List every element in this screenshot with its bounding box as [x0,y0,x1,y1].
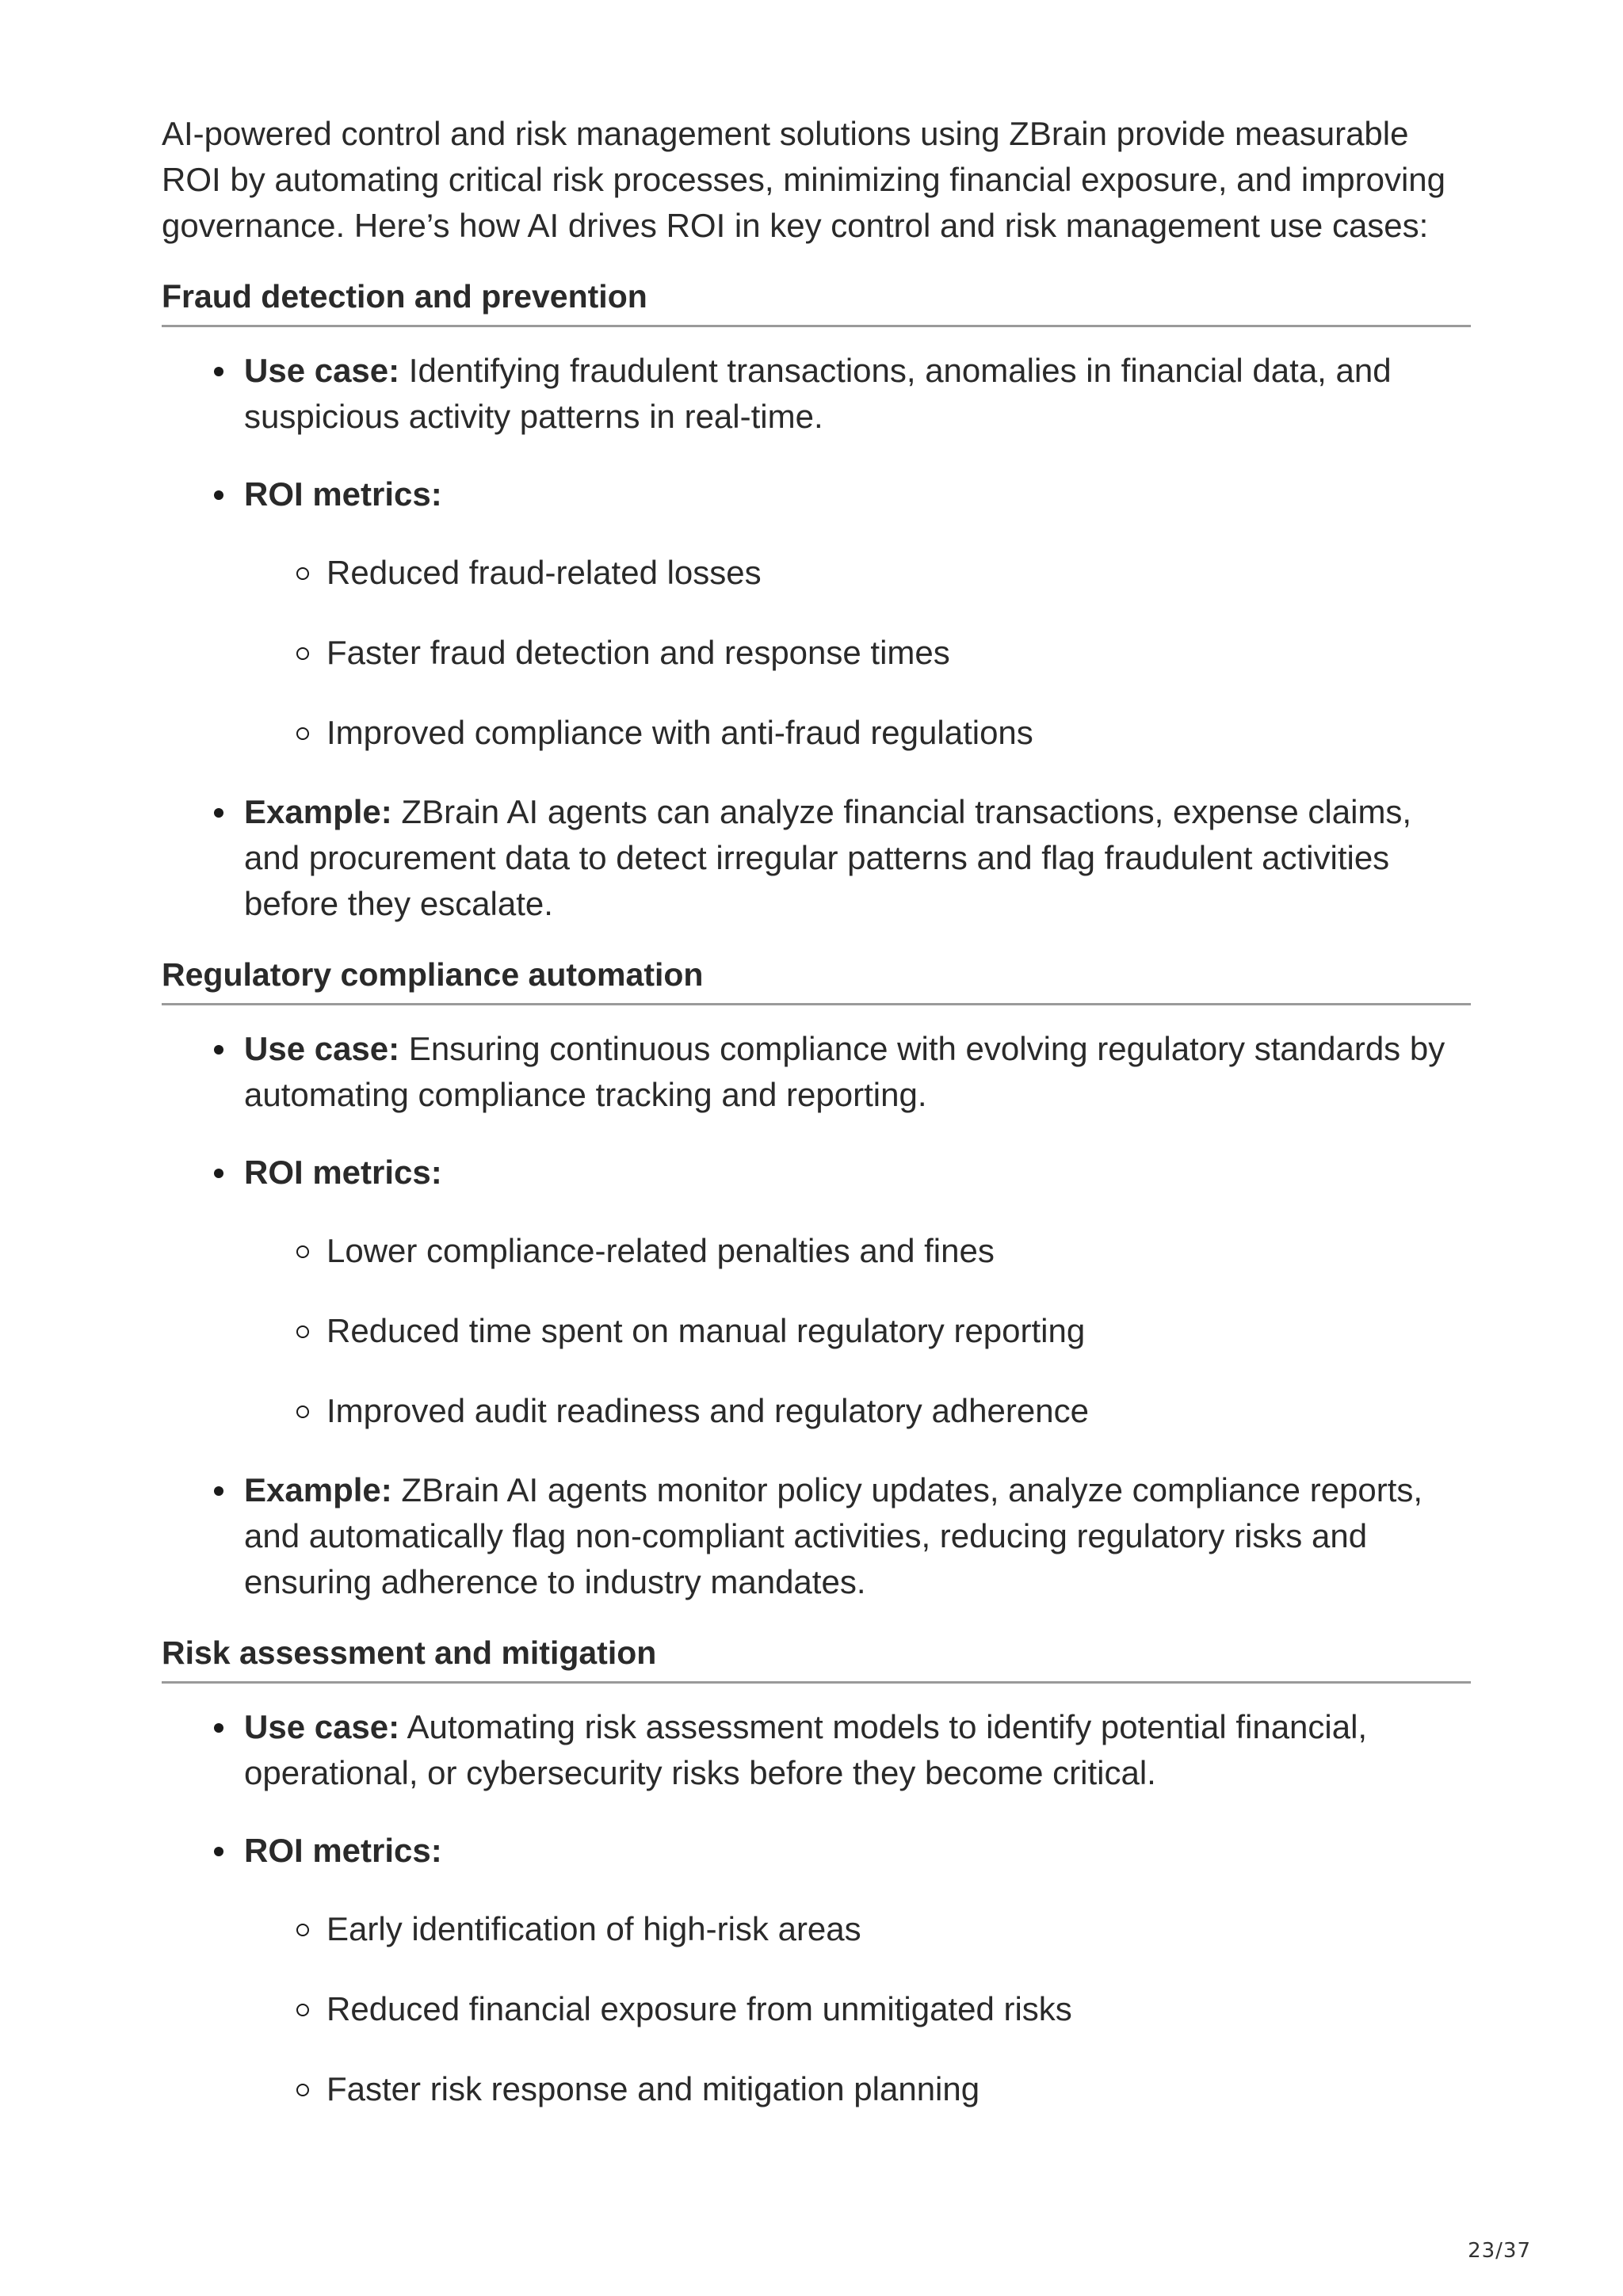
roi-metrics-item [162,471,1471,756]
use-case-item [162,1704,1471,1796]
roi-metric: Reduced financial exposure from unmitigated risks [244,1986,1471,2032]
example-label: Example: [244,793,392,830]
intro-paragraph: AI-powered control and risk management solutions using ZBrain provide measurable ROI by automating critical risk processes, minimizing financial exposure, and improving governance. Here’s how AI drives ROI in key control and risk management use cases: [162,115,1445,244]
use-case-label: Use case: [244,1708,400,1745]
document-page [162,111,1471,2112]
roi-metrics-list [244,1906,1471,2112]
example-item [162,1467,1471,1605]
roi-metrics-label: ROI metrics: [244,1154,442,1191]
example-text: ZBrain AI agents can analyze financial transactions, expense claims, and procurement data to detect irregular patterns and flag fraudulent activities before they escalate. [244,793,1412,922]
section-regulatory-compliance [162,954,1471,1605]
roi-metric: Faster fraud detection and response times [244,630,1471,676]
example-text: ZBrain AI agents monitor policy updates, analyze compliance reports, and automatically flag non-compliant activities, reducing regulatory risks and ensuring adherence to industry mandates. [244,1471,1423,1600]
roi-metric: Reduced fraud-related losses [244,550,1471,596]
section-risk-assessment [162,1632,1471,2112]
roi-metric: Reduced time spent on manual regulatory reporting [244,1308,1471,1354]
roi-metrics-item [162,1828,1471,2112]
roi-metrics-list [244,1228,1471,1434]
example-item [162,789,1471,927]
use-case-text: Automating risk assessment models to identify potential financial, operational, or cybersecurity risks before they become critical. [244,1708,1368,1791]
roi-metrics-label: ROI metrics: [244,1832,442,1869]
roi-metric: Improved audit readiness and regulatory adherence [244,1388,1471,1434]
roi-metrics-item [162,1150,1471,1434]
use-case-item [162,1026,1471,1118]
example-label: Example: [244,1471,392,1508]
bullet-list [162,348,1471,927]
use-case-text: Identifying fraudulent transactions, anomalies in financial data, and suspicious activity patterns in real-time. [244,352,1392,435]
use-case-text: Ensuring continuous compliance with evolving regulatory standards by automating compliance tracking and reporting. [244,1030,1445,1113]
section-heading: Fraud detection and prevention [162,276,1471,327]
roi-metric: Improved compliance with anti-fraud regulations [244,710,1471,756]
bullet-list [162,1704,1471,2112]
roi-metrics-label: ROI metrics: [244,475,442,513]
section-fraud-detection [162,276,1471,927]
section-heading: Regulatory compliance automation [162,954,1471,1005]
use-case-label: Use case: [244,352,400,389]
bullet-list [162,1026,1471,1605]
section-heading: Risk assessment and mitigation [162,1632,1471,1684]
use-case-item [162,348,1471,440]
roi-metric: Early identification of high-risk areas [244,1906,1471,1952]
page-number: 23/37 [1468,2239,1531,2263]
roi-metric: Faster risk response and mitigation planning [244,2066,1471,2112]
roi-metric: Lower compliance-related penalties and fines [244,1228,1471,1274]
roi-metrics-list [244,550,1471,756]
use-case-label: Use case: [244,1030,400,1067]
